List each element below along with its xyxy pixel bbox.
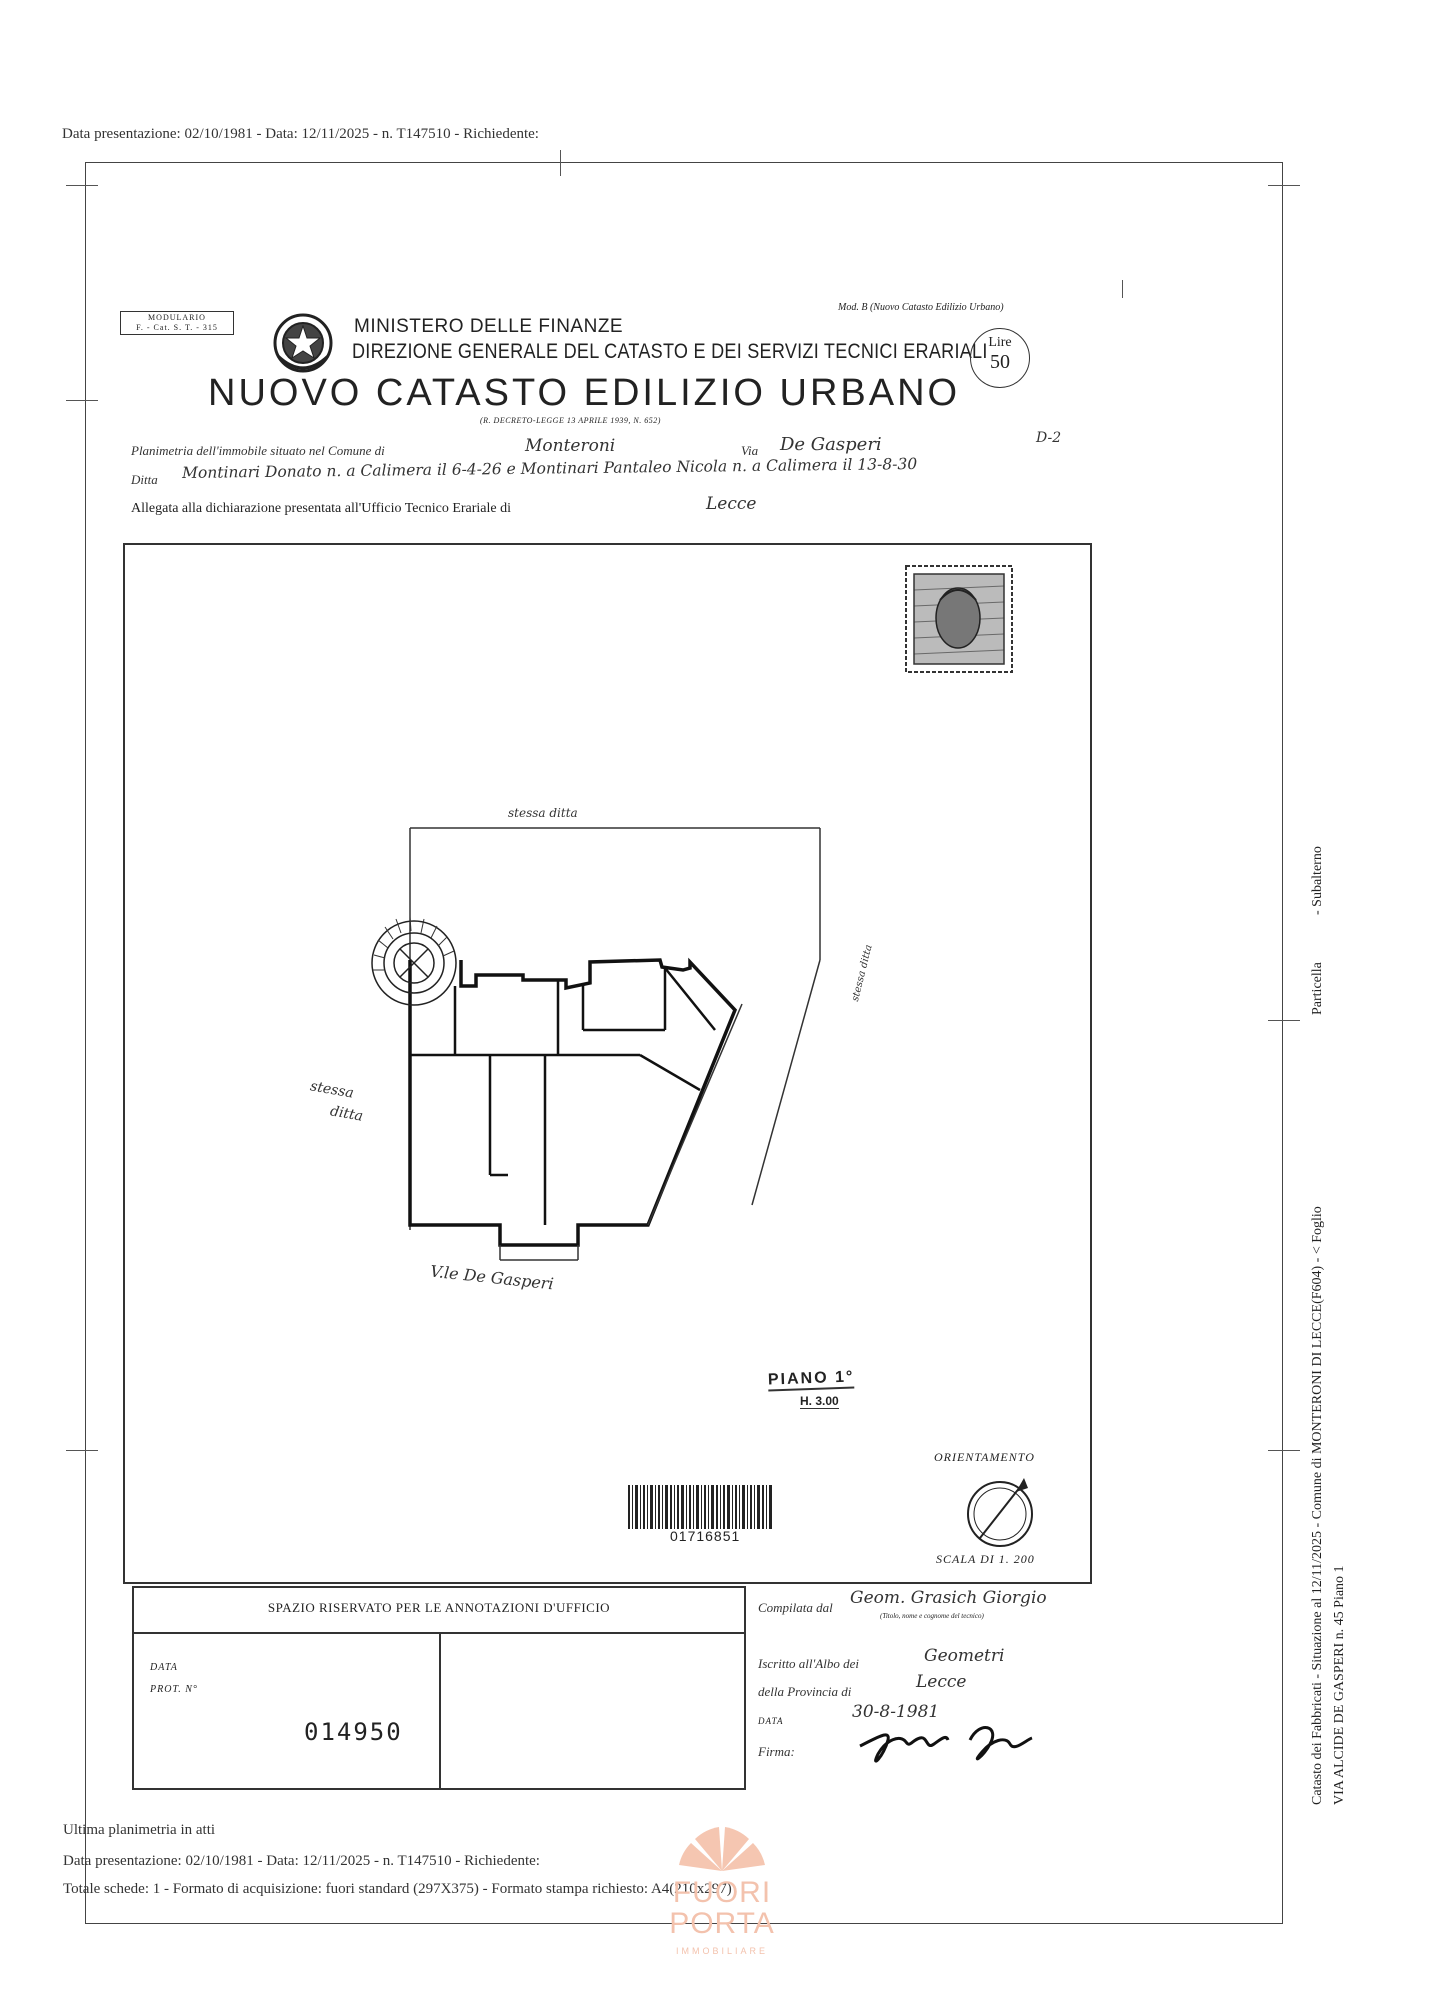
plan-stessa-ditta-left-1: stessa xyxy=(308,1078,355,1102)
plan-stessa-ditta-top: stessa ditta xyxy=(508,806,578,820)
annotation-data-label: DATA xyxy=(150,1662,178,1673)
watermark-line-1: FUORI xyxy=(672,1876,772,1909)
scale-label: SCALA DI 1. 200 xyxy=(936,1552,1035,1566)
via-label: Via xyxy=(741,443,759,458)
modulario-label: MODULARIO xyxy=(148,313,206,322)
plan-street-label: V.le De Gasperi xyxy=(429,1261,555,1294)
presentation-header: Data presentazione: 02/10/1981 - Data: 12/11/2025 - n. T147510 - Richiedente: xyxy=(62,126,539,142)
orientamento-label: ORIENTAMENTO xyxy=(934,1450,1035,1464)
direzione-name: DIREZIONE GENERALE DEL CATASTO E DEI SERVIZI TECNICI ERARIALI xyxy=(352,340,988,363)
modulario-box xyxy=(120,311,234,335)
via-value: De Gasperi xyxy=(780,434,882,455)
barcode-number: 01716851 xyxy=(670,1528,741,1544)
modulario-code: F. - Cat. S. T. - 315 xyxy=(136,323,218,332)
annotation-title: SPAZIO RISERVATO PER LE ANNOTAZIONI D'UFFICIO xyxy=(134,1588,744,1634)
provincia-label: della Provincia di xyxy=(758,1684,852,1699)
provincia-value: Lecce xyxy=(916,1672,967,1692)
watermark-line-3: IMMOBILIARE xyxy=(675,1946,768,1956)
side-particella: Particella xyxy=(1310,962,1325,1015)
piano-label: PIANO 1° xyxy=(768,1368,855,1391)
decree-label: (R. DECRETO-LEGGE 13 APRILE 1939, N. 652) xyxy=(480,416,661,425)
lire-label: Lire xyxy=(988,335,1012,350)
lire-value: 50 xyxy=(990,351,1010,373)
annotation-prot-number: 014950 xyxy=(304,1718,403,1746)
sun-logo-icon xyxy=(667,1825,777,1873)
bottom-line-1: Data presentazione: 02/10/1981 - Data: 12/11/2025 - n. T147510 - Richiedente: xyxy=(63,1853,540,1869)
republic-emblem-icon xyxy=(270,306,336,380)
fuoriporta-watermark xyxy=(660,1825,784,1956)
frame-tick xyxy=(1122,280,1123,298)
side-text-line-1: Catasto dei Fabbricati - Situazione al 12/11/2025 - Comune di MONTERONI DI LECCE(F604) - < Foglio xyxy=(1310,1206,1325,1805)
bottom-line-2: Totale schede: 1 - Formato di acquisizione: fuori standard (297X375) - Formato stampa richiesto: A4(210x297) xyxy=(63,1881,732,1897)
planimetria-label: Planimetria dell'immobile situato nel Comune di xyxy=(131,443,385,458)
floor-plan-drawing xyxy=(340,800,860,1280)
annotation-divider xyxy=(439,1632,441,1788)
comune-value: Monteroni xyxy=(525,436,616,456)
firma-label: Firma: xyxy=(758,1744,795,1759)
ultima-planimetria: Ultima planimetria in atti xyxy=(63,1822,216,1838)
plan-side-label: stessa ditta xyxy=(850,943,875,1003)
plan-stessa-ditta-left-2: ditta xyxy=(328,1103,365,1125)
iscritto-albo: Geometri xyxy=(924,1646,1005,1666)
compilata-caption: (Titolo, nome e cognome del tecnico) xyxy=(880,1612,984,1620)
frame-tick xyxy=(66,400,98,401)
document-title: NUOVO CATASTO EDILIZIO URBANO xyxy=(208,372,961,414)
iscritto-label: Iscritto all'Albo dei xyxy=(758,1656,859,1671)
frame-tick xyxy=(1268,1450,1300,1451)
compilata-label: Compilata dal xyxy=(758,1600,833,1615)
via-number: D-2 xyxy=(1036,430,1062,446)
watermark-line-2: PORTA xyxy=(669,1907,775,1940)
compilata-data-label: DATA xyxy=(758,1716,784,1726)
height-label: H. 3.00 xyxy=(800,1394,839,1408)
frame-tick xyxy=(66,185,98,186)
allegata-label: Allegata alla dichiarazione presentata all'Ufficio Tecnico Erariale di xyxy=(131,501,512,516)
frame-tick xyxy=(1268,185,1300,186)
compilata-data-value: 30-8-1981 xyxy=(852,1702,940,1722)
annotation-prot-label: PROT. N° xyxy=(150,1684,198,1695)
barcode-icon xyxy=(626,1478,774,1534)
side-text-line-2: VIA ALCIDE DE GASPERI n. 45 Piano 1 xyxy=(1332,1565,1347,1805)
frame-tick xyxy=(1268,1020,1300,1021)
lire-seal xyxy=(970,328,1030,388)
allegata-city: Lecce xyxy=(706,494,757,514)
compilata-name: Geom. Grasich Giorgio xyxy=(850,1588,1047,1608)
ditta-label: Ditta xyxy=(131,472,158,487)
signature-icon xyxy=(850,1710,1050,1776)
annotation-box xyxy=(132,1586,746,1790)
frame-tick xyxy=(560,150,561,176)
north-arrow-icon xyxy=(958,1472,1042,1556)
revenue-stamp-icon xyxy=(900,560,1018,678)
ditta-value: Montinari Donato n. a Calimera il 6-4-26 e Montinari Pantaleo Nicola n. a Calimera il 13-8-30 xyxy=(182,455,918,482)
ministry-name: MINISTERO DELLE FINANZE xyxy=(354,316,624,337)
side-subalterno: - Subalterno xyxy=(1310,846,1325,915)
frame-tick xyxy=(66,1450,98,1451)
mod-b-label: Mod. B (Nuovo Catasto Edilizio Urbano) xyxy=(838,302,1004,313)
